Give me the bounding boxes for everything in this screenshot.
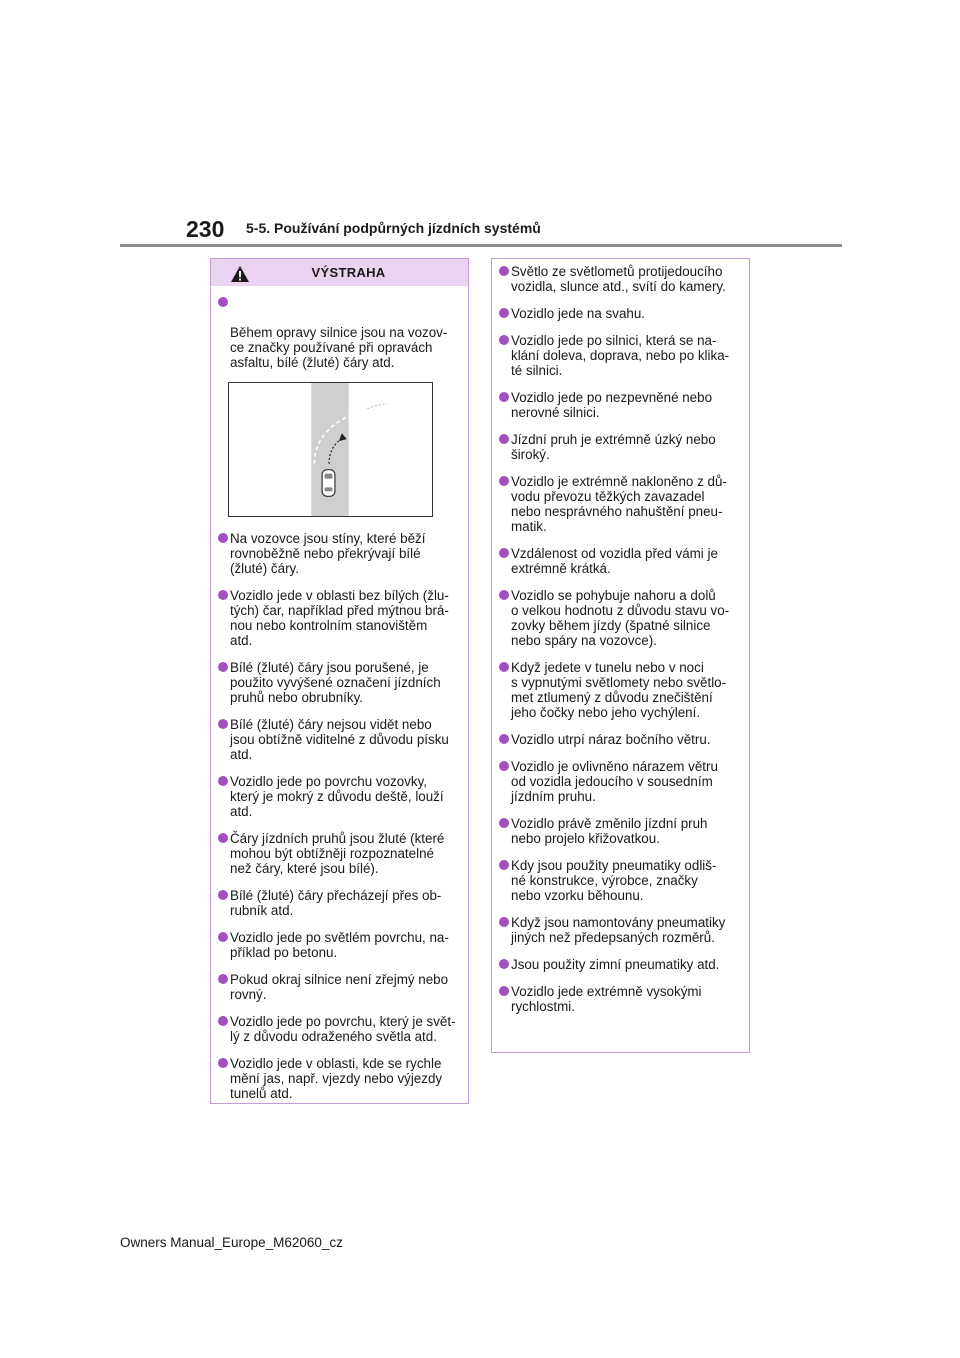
- header-divider: [120, 244, 842, 247]
- bullet-icon: [499, 434, 509, 444]
- warning-box-left: [210, 258, 469, 1104]
- warning-list-right: [492, 259, 749, 1014]
- bullet-icon: [499, 818, 509, 828]
- bullet-icon: [499, 476, 509, 486]
- list-item-text: Vozidlo se pohybuje nahoru a dolů o velkou hodnotu z důvodu stavu vo- zovky během jízdy (špatné silnice nebo spáry na vozovce).: [511, 588, 730, 648]
- list-item-text: Vozidlo jede po světlém povrchu, na- příklad po betonu.: [230, 930, 449, 960]
- list-item-text: Čáry jízdních pruhů jsou žluté (které mohou být obtížněji rozpoznatelné než čáry, které jsou bílé).: [230, 831, 445, 876]
- list-item-text: Kdy jsou použity pneumatiky odliš- né konstrukce, výrobce, značky nebo vzorku běhounu.: [511, 858, 717, 903]
- list-item-text: Bílé (žluté) čáry jsou porušené, je použito vyvýšené označení jízdních pruhů nebo obrubníky.: [230, 660, 441, 705]
- list-item: [219, 660, 462, 705]
- list-item: [500, 432, 743, 462]
- list-item-text: Vozidlo jede extrémně vysokými rychlostmi.: [511, 984, 702, 1014]
- list-item-text: Vozidlo jede v oblasti bez bílých (žlu- tých) čar, například před mýtnou brá- nou nebo kontrolním stanovištěm atd.: [230, 588, 449, 648]
- bullet-icon: [218, 1058, 228, 1068]
- bullet-icon: [499, 917, 509, 927]
- warning-title: VÝSTRAHA: [311, 265, 386, 280]
- list-item: [500, 915, 743, 945]
- bullet-icon: [218, 662, 228, 672]
- list-item: [500, 957, 743, 972]
- warning-list-left: [211, 531, 468, 1101]
- list-item-text: Během opravy silnice jsou na vozov- ce značky používané při opravách asfaltu, bílé (žluté) čáry atd.: [230, 325, 448, 370]
- bullet-icon: [218, 590, 228, 600]
- list-item-text: Bílé (žluté) čáry nejsou vidět nebo jsou obtížně viditelné z důvodu písku atd.: [230, 717, 449, 762]
- list-item: [219, 588, 462, 648]
- list-item: [500, 546, 743, 576]
- list-item-text: Vozidlo jede po nezpevněné nebo nerovné silnici.: [511, 390, 713, 420]
- list-item: [219, 831, 462, 876]
- list-item: [500, 264, 743, 294]
- lane-change-illustration: [228, 382, 433, 517]
- list-item-text: Vozidlo je extrémně nakloněno z dů- vodu převozu těžkých zavazadel nebo nesprávného nahuštění pneu- matik.: [511, 474, 727, 534]
- list-item-text: Když jedete v tunelu nebo v noci s vypnutými světlomety nebo světlo- met ztlumený z důvodu znečištění jeho čočky nebo jeho vychýlení.: [511, 660, 727, 720]
- vehicle-icon: [322, 470, 335, 497]
- list-item-text: Pokud okraj silnice není zřejmý nebo rovný.: [230, 972, 449, 1002]
- list-item-text: Vozidlo právě změnilo jízdní pruh nebo projelo křižovatkou.: [511, 816, 708, 846]
- list-item: [500, 732, 743, 747]
- list-item: [500, 660, 743, 720]
- bullet-icon: [499, 959, 509, 969]
- list-item: [219, 888, 462, 918]
- bullet-icon: [499, 986, 509, 996]
- list-item-text: Bílé (žluté) čáry přecházejí přes ob- rubník atd.: [230, 888, 442, 918]
- bullet-icon: [499, 548, 509, 558]
- list-item: [500, 816, 743, 846]
- list-item: [500, 474, 743, 534]
- list-item: [500, 759, 743, 804]
- list-item-text: Světlo ze světlometů protijedoucího vozidla, slunce atd., svítí do kamery.: [511, 264, 726, 294]
- list-item: [500, 306, 743, 321]
- bullet-icon: [499, 662, 509, 672]
- list-item: [500, 390, 743, 420]
- page-number: 230: [186, 216, 225, 242]
- list-item-text: Vozidlo je ovlivněno nárazem větru od vozidla jedoucího v sousedním jízdním pruhu.: [511, 759, 718, 804]
- bullet-icon: [218, 533, 228, 543]
- list-item-text: Vzdálenost od vozidla před vámi je extrémně krátká.: [511, 546, 718, 576]
- section-title: 5-5. Používání podpůrných jízdních systémů: [246, 220, 541, 236]
- list-item: [219, 295, 462, 370]
- footer-doc-id: Owners Manual_Europe_M62060_cz: [120, 1235, 343, 1250]
- bullet-icon: [218, 833, 228, 843]
- list-item: [500, 858, 743, 903]
- list-item: [500, 333, 743, 378]
- warning-triangle-icon: [230, 265, 250, 283]
- list-item: [500, 588, 743, 648]
- bullet-icon: [499, 392, 509, 402]
- bullet-icon: [499, 335, 509, 345]
- list-item-text: Vozidlo jede po povrchu vozovky, který je mokrý z důvodu deště, louží atd.: [230, 774, 444, 819]
- bullet-icon: [218, 974, 228, 984]
- list-item: [219, 717, 462, 762]
- bullet-icon: [499, 734, 509, 744]
- list-item: [219, 531, 462, 576]
- bullet-icon: [218, 932, 228, 942]
- list-item-text: Jsou použity zimní pneumatiky atd.: [511, 957, 720, 972]
- bullet-icon: [218, 1016, 228, 1026]
- list-item-text: Vozidlo jede po povrchu, který je svět- lý z důvodu odraženého světla atd.: [230, 1014, 456, 1044]
- warning-box-right: [491, 258, 750, 1053]
- list-item: [500, 984, 743, 1014]
- bullet-icon: [499, 308, 509, 318]
- list-item: [219, 930, 462, 960]
- list-item: [219, 972, 462, 1002]
- list-item-text: Vozidlo jede v oblasti, kde se rychle mění jas, např. vjezdy nebo výjezdy tunelů atd.: [230, 1056, 443, 1101]
- bullet-icon: [218, 890, 228, 900]
- list-item: [219, 774, 462, 819]
- list-item: [219, 1014, 462, 1044]
- bullet-icon: [218, 297, 228, 307]
- list-item-text: Když jsou namontovány pneumatiky jiných než předepsaných rozměrů.: [511, 915, 726, 945]
- bullet-icon: [499, 761, 509, 771]
- list-item-text: Na vozovce jsou stíny, které běží rovnoběžně nebo překrývají bílé (žluté) čáry.: [230, 531, 426, 576]
- list-item-text: Jízdní pruh je extrémně úzký nebo široký.: [511, 432, 716, 462]
- list-item-text: Vozidlo jede na svahu.: [511, 306, 646, 321]
- bullet-icon: [218, 776, 228, 786]
- bullet-icon: [499, 860, 509, 870]
- list-item-text: Vozidlo jede po silnici, která se na- klání doleva, doprava, nebo po klika- té silnici.: [511, 333, 730, 378]
- bullet-icon: [499, 266, 509, 276]
- warning-list-top: [211, 286, 468, 370]
- list-item: [219, 1056, 462, 1101]
- bullet-icon: [499, 590, 509, 600]
- bullet-icon: [218, 719, 228, 729]
- list-item-text: Vozidlo utrpí náraz bočního větru.: [511, 732, 711, 747]
